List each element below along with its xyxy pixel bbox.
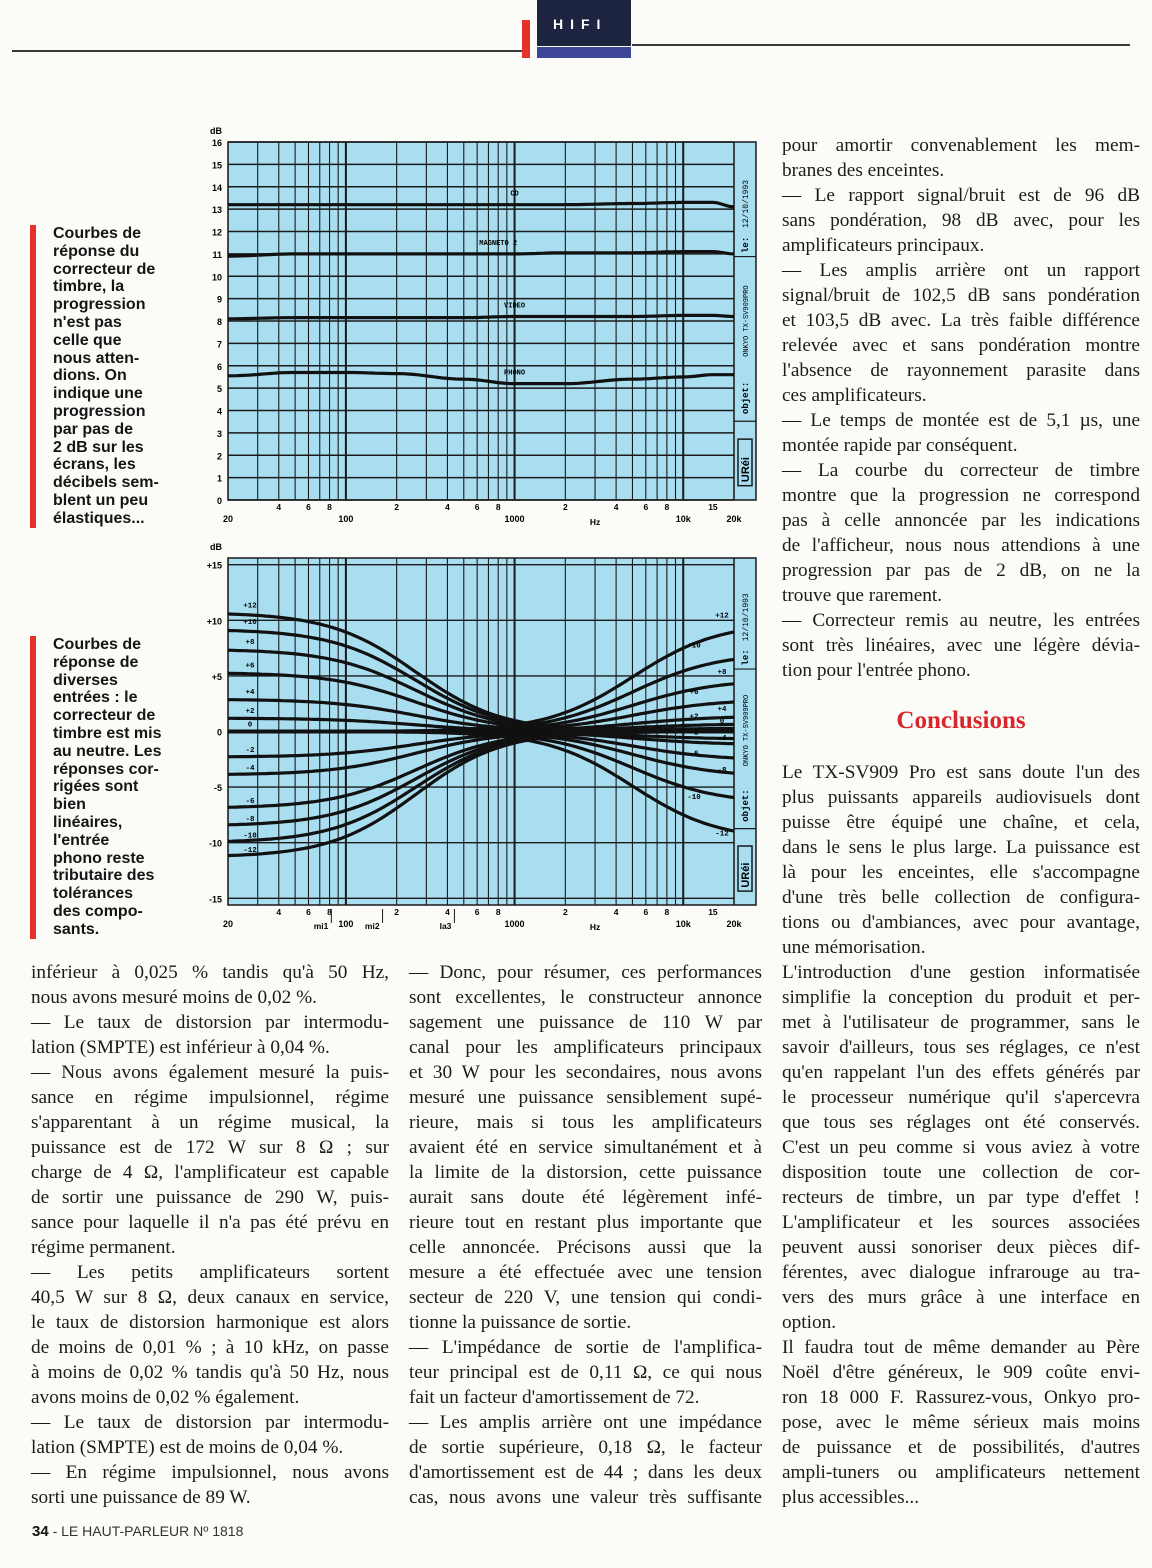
x-tick-label-major: 100: [338, 919, 354, 929]
text-line: de sortir une puissance de 290 W, puis-: [31, 1187, 389, 1208]
section-heading-conclusions: Conclusions: [896, 707, 1026, 734]
bass-curve-label: -12: [243, 847, 257, 856]
text-line: tion pour l'entrée phono.: [782, 660, 971, 681]
x-tick-label-minor: 2: [394, 502, 400, 512]
object-value: ONKYO TX-SV909PRO: [743, 694, 751, 767]
text-line: sorti une puissance de 89 W.: [31, 1487, 251, 1508]
text-line: puisse être équipé une chaîne, et cela,: [782, 812, 1140, 833]
date-label: le:: [741, 236, 751, 253]
bass-curve-label: -2: [245, 747, 255, 756]
treble-curve-label: +10: [687, 642, 701, 651]
text-line: le processeur numérique qu'il s'apercevra: [782, 1087, 1140, 1108]
text-line: sont très linéaires, avec une légère dévia-: [782, 635, 1140, 656]
y-tick-label: 12: [211, 227, 222, 238]
series-label: CD: [510, 190, 519, 199]
text-line: lation (SMPTE) est inférieur à 0,04 %.: [31, 1037, 330, 1058]
article-column-middle: [409, 960, 762, 1510]
text-line: L'amplificateur et les sources associées: [782, 1212, 1140, 1233]
text-line: L'introduction d'une gestion informatisée: [782, 962, 1140, 983]
x-tick-label-major: 20: [222, 919, 234, 929]
object-label: objet:: [741, 789, 751, 822]
treble-curve-label: +8: [717, 669, 727, 678]
text-line: — Le rapport signal/bruit est de 96 dB: [782, 185, 1140, 206]
y-tick-label: 2: [216, 451, 222, 462]
text-line: la limite de la distorsion, cette puissance: [409, 1162, 762, 1183]
caption-line: phono reste: [53, 849, 145, 867]
text-line: ampli-tuners ou amplificateurs nettement: [782, 1462, 1140, 1483]
x-tick-label-major: 1000: [504, 919, 525, 929]
caption-line: par pas de: [53, 420, 134, 438]
text-line: de sortie supérieure, 0,18 Ω, le facteur: [409, 1437, 762, 1458]
text-line: de l'afficheur, nous nous attendions à une: [782, 535, 1140, 556]
text-line: pas à celle annoncée par les indications: [782, 510, 1140, 531]
y-tick-label: 3: [216, 428, 222, 439]
caption-line: n'est pas: [53, 313, 122, 331]
caption-line: entrées : le: [53, 689, 138, 707]
series-label: VIDEO: [504, 302, 526, 311]
text-line: montre que la progression ne correspond: [782, 485, 1140, 506]
y-tick-label: 0: [216, 496, 222, 506]
y-tick-label: 8: [216, 317, 222, 327]
bass-curve-label: -8: [245, 816, 255, 825]
text-line: plus puissants appareils audiovisuels dont: [782, 787, 1140, 808]
bass-curve-label: -6: [245, 798, 255, 807]
bass-curve-label: 0: [247, 721, 253, 730]
y-tick-label: -5: [213, 783, 222, 794]
article-column-right-bottom: [782, 760, 1140, 1510]
figure-caption-2: [30, 636, 203, 939]
text-line: ron 18 000 F. Rassurez-vous, Onkyo pro-: [782, 1387, 1140, 1408]
caption-line: timbre, la: [53, 278, 125, 296]
section-accent-blue: [537, 47, 631, 58]
bass-curve-label: -10: [243, 832, 257, 841]
text-line: montée rapide par conséquent.: [782, 435, 1018, 456]
text-line: — Les amplis arrière ont un rapport: [782, 260, 1140, 281]
object-value: ONKYO TX-SV909PRO: [743, 285, 751, 357]
caption-line: progression: [53, 296, 146, 314]
text-line: régime permanent.: [31, 1237, 176, 1258]
caption-line: nous atten-: [53, 349, 140, 367]
treble-curve-label: +2: [689, 713, 699, 722]
caption-line: élastiques...: [53, 509, 145, 527]
caption-line: timbre est mis: [53, 724, 162, 742]
x-tick-label-minor: 6: [474, 502, 480, 512]
x-tick-label-minor: 8: [664, 502, 670, 512]
text-line: que tous ses réglages ont été conservés.: [782, 1112, 1140, 1133]
caption-line: blent un peu: [53, 491, 149, 509]
treble-curve-label: -12: [715, 830, 729, 839]
date-value: 12/10/1993: [742, 179, 751, 228]
text-line: ces amplificateurs.: [782, 385, 927, 406]
bass-curve-label: -4: [245, 764, 255, 773]
text-line: sance pour laquelle il n'a pas été prévu en: [31, 1212, 389, 1233]
text-line: tionne la puissance de sortie.: [409, 1312, 632, 1333]
text-line: — Nous avons également mesuré la puis-: [31, 1062, 389, 1083]
text-line: peuvent aussi sonoriser deux pièces dif-: [782, 1237, 1140, 1258]
text-line: trouve que rarement.: [782, 585, 943, 606]
x-axis-label: Hz: [589, 517, 601, 527]
x-tick-label-minor: 6: [306, 502, 311, 512]
y-tick-label: 14: [211, 182, 222, 193]
text-line: signal/bruit de 102,5 dB sans pondération: [782, 285, 1140, 306]
y-tick-label: 16: [211, 138, 222, 148]
text-line: branes des enceintes.: [782, 160, 945, 181]
treble-curve-label: +4: [717, 705, 727, 714]
y-tick-label: -10: [208, 838, 222, 849]
x-tick-label-minor: 4: [613, 502, 619, 512]
text-line: et 30 W pour les secondaires, nous avons: [409, 1062, 762, 1083]
text-line: mesuré une puissance sensiblement supé-: [409, 1087, 762, 1108]
header-rule-right: [632, 44, 1130, 46]
note-marker-label: mi2: [364, 921, 380, 931]
x-tick-label-major: 1000: [504, 514, 525, 524]
text-line: — Le taux de distorsion par intermodu-: [31, 1012, 389, 1033]
caption-line: celle que: [53, 331, 122, 349]
caption-line: 2 dB sur les: [53, 438, 144, 456]
text-line: — L'impédance de sortie de l'amplifica-: [409, 1337, 762, 1358]
text-line: teur principal est de 0,11 Ω, ce qui nous: [409, 1362, 762, 1383]
x-tick-label-minor: 6: [306, 907, 311, 917]
header-rule-left: [12, 50, 524, 52]
treble-curve-label: 0: [719, 718, 725, 727]
x-tick-label-minor: 4: [276, 907, 282, 917]
text-line: tions ou d'ambiances, avec pour avantage,: [782, 912, 1140, 933]
y-tick-label: 1: [216, 473, 222, 484]
text-line: avons moins de 0,02 % également.: [31, 1387, 300, 1408]
x-tick-label-minor: 2: [562, 502, 568, 512]
caption-line: tolérances: [53, 885, 134, 903]
text-line: — En régime impulsionnel, nous avons: [31, 1462, 389, 1483]
text-line: relevée avec et sans pondération montre: [782, 335, 1140, 356]
text-line: dans le sens le plus large. La puissance est: [782, 837, 1140, 858]
figure-caption-1: [30, 225, 203, 528]
caption-line: bien: [53, 796, 86, 814]
text-line: l'absence de rayonnement parasite dans: [782, 360, 1140, 381]
text-line: là pour les enceintes, elle s'accompagne: [782, 862, 1140, 883]
text-line: lation (SMPTE) est de moins de 0,04 %.: [31, 1437, 344, 1458]
x-tick-label-minor: 4: [276, 502, 282, 512]
caption-line: correcteur de: [53, 707, 156, 725]
text-line: — Donc, pour résumer, ces performances: [409, 962, 762, 983]
x-tick-label-minor: 8: [327, 502, 332, 512]
text-line: savoir d'ailleurs, tous ses réglages, ce n'est: [782, 1037, 1140, 1058]
caption-line: Courbes de: [53, 225, 142, 242]
text-line: amplificateurs principaux.: [782, 235, 985, 256]
text-line: cas, nous avons une valeur très suffisante: [409, 1487, 762, 1508]
text-line: vers des murs grâce à une interface en: [782, 1287, 1140, 1308]
text-line: aurait sans doute été légèrement infé-: [409, 1187, 762, 1208]
caption-line: réponse de: [53, 653, 139, 671]
caption-line: Courbes de: [53, 636, 142, 653]
x-tick-label-major: 100: [338, 514, 354, 524]
text-line: 40,5 W sur 8 Ω, deux canaux en service,: [31, 1287, 389, 1308]
object-label: objet:: [741, 381, 751, 415]
x-tick-label-minor: 4: [445, 502, 450, 512]
article-column-right-top: [782, 133, 1140, 683]
text-line: pour amortir convenablement les mem-: [782, 135, 1140, 156]
text-line: — Le temps de montée est de 5,1 µs, une: [782, 410, 1140, 431]
treble-curve-label: +12: [715, 612, 729, 621]
y-tick-label: -15: [208, 894, 222, 905]
frequency-response-inputs-chart: [196, 125, 766, 535]
text-line: — Les petits amplificateurs sortent: [31, 1262, 389, 1283]
caption-line: écrans, les: [53, 456, 136, 474]
caption-line: sants.: [53, 920, 100, 938]
caption-line: l'entrée: [53, 831, 110, 849]
treble-curve-label: -6: [689, 750, 699, 759]
caption-line: des compo-: [53, 902, 143, 920]
note-marker-label: la3: [439, 921, 452, 931]
y-tick-label: 5: [216, 384, 222, 395]
section-accent-bar: [522, 20, 530, 58]
note-marker-label: mi1: [313, 921, 329, 931]
text-line: plus accessibles...: [782, 1487, 920, 1508]
publication-name: - LE HAUT-PARLEUR Nº 1818: [48, 1523, 244, 1539]
caption-line: dions. On: [53, 367, 127, 385]
y-tick-label: 4: [216, 406, 222, 417]
text-line: sagement une puissance de 110 W par: [409, 1012, 762, 1033]
text-line: de puissance et de possibilités, d'autres: [782, 1437, 1140, 1458]
series-label: MAGNETO 2: [479, 239, 518, 248]
bass-curve-label: +12: [243, 602, 257, 611]
text-line: puissance est de 172 W sur 8 Ω ; sur: [31, 1137, 389, 1158]
section-label: HIFI: [537, 0, 631, 46]
text-line: une mémorisation.: [782, 937, 926, 958]
text-line: s'apparentant à un régime musical, la: [31, 1112, 389, 1133]
text-line: fait un facteur d'amortissement de 72.: [409, 1387, 700, 1408]
x-tick-label-major: 20k: [726, 514, 742, 524]
caption-line: progression: [53, 402, 146, 420]
y-tick-label: +10: [206, 616, 222, 627]
text-line: Noël d'être généreux, le 909 coûte envi-: [782, 1362, 1140, 1383]
caption-line: au neutre. Les: [53, 742, 162, 760]
y-tick-label: +15: [206, 560, 222, 571]
text-line: d'amortissement est de 44 ; dans les deux: [409, 1462, 762, 1483]
text-line: met à l'utilisateur de programmer, sans le: [782, 1012, 1140, 1033]
page-footer: [32, 1523, 243, 1540]
text-line: qu'en rappelant l'un des effets générés par: [782, 1062, 1140, 1083]
text-line: — Les amplis arrière ont une impédance: [409, 1412, 762, 1433]
x-tick-label-minor: 2: [562, 907, 568, 917]
text-line: sance en régime impulsionnel, régime: [31, 1087, 389, 1108]
x-tick-label-major: 10k: [675, 919, 691, 929]
x-tick-label-minor: 15: [708, 502, 718, 512]
y-tick-label: 11: [212, 249, 222, 260]
ure-logo-text: URéi: [740, 457, 752, 483]
article-column-left: [31, 960, 389, 1510]
text-line: et 103,5 dB avec. La très faible différence: [782, 310, 1140, 331]
y-tick-label: 7: [216, 339, 222, 350]
treble-curve-label: +6: [689, 689, 699, 698]
x-tick-label-minor: 8: [664, 907, 670, 917]
caption-line: rigées sont: [53, 778, 139, 796]
bass-curve-label: +4: [245, 689, 255, 698]
text-line: celle annoncée. Précisons aussi que la: [409, 1237, 762, 1258]
x-tick-label-major: 20k: [726, 919, 742, 929]
y-tick-label: 6: [216, 361, 222, 372]
y-axis-label: dB: [210, 126, 222, 136]
text-line: canal pour les amplificateurs principaux: [409, 1037, 762, 1058]
text-line: simplifie la conception du produit et per-: [782, 987, 1140, 1008]
text-line: pose, avec le même sérieux mais moins: [782, 1412, 1140, 1433]
text-line: à moins de 0,02 % tandis qu'à 50 Hz, nous: [31, 1362, 389, 1383]
x-tick-label-minor: 6: [643, 907, 649, 917]
text-line: charge de 4 Ω, l'amplificateur est capable: [31, 1162, 389, 1183]
caption-line: diverses: [53, 671, 118, 689]
treble-curve-label: -8: [717, 767, 727, 776]
text-line: C'est un peu comme si vous aviez à votre: [782, 1137, 1140, 1158]
bass-curve-label: +10: [243, 619, 257, 628]
x-tick-label-minor: 15: [708, 907, 718, 917]
date-label: le:: [741, 649, 751, 666]
treble-curve-label: -10: [687, 793, 701, 802]
text-line: — Le taux de distorsion par intermodu-: [31, 1412, 389, 1433]
x-tick-label-minor: 4: [445, 907, 450, 917]
text-line: rieure, mais si tous les amplificateurs: [409, 1112, 762, 1133]
text-line: disposition toute une collection de cor-: [782, 1162, 1140, 1183]
treble-curve-label: -2: [689, 729, 699, 738]
treble-curve-label: -4: [717, 734, 727, 743]
ure-logo-text: URéi: [740, 862, 752, 888]
y-tick-label: 10: [211, 272, 222, 283]
text-line: de moins de 0,01 % ; à 10 kHz, on passe: [31, 1337, 389, 1358]
caption-line: réponse du: [53, 242, 140, 260]
caption-line: décibels sem-: [53, 474, 159, 492]
text-line: recteurs de timbre, un par type d'effet !: [782, 1187, 1140, 1208]
y-tick-label: 13: [211, 205, 222, 216]
bass-curve-label: +8: [245, 639, 255, 648]
x-tick-label-minor: 6: [474, 907, 480, 917]
caption-line: réponses cor-: [53, 760, 159, 778]
text-line: sans pondération, 98 dB avec, pour les: [782, 210, 1140, 231]
text-line: secteur de 220 V, une tension qui condi-: [409, 1287, 762, 1308]
text-line: — La courbe du correcteur de timbre: [782, 460, 1140, 481]
text-line: option.: [782, 1312, 837, 1333]
bass-curve-label: +2: [245, 708, 255, 717]
text-line: sont excellentes, le constructeur annonce: [409, 987, 762, 1008]
bass-curve-label: +6: [245, 662, 255, 671]
x-tick-label-minor: 8: [495, 907, 501, 917]
text-line: inférieur à 0,025 % tandis qu'à 50 Hz,: [31, 962, 389, 983]
y-axis-label: dB: [210, 542, 222, 552]
text-line: Le TX-SV909 Pro est sans doute l'un des: [782, 762, 1140, 783]
caption-line: indique une: [53, 385, 143, 403]
x-tick-label-minor: 6: [643, 502, 649, 512]
x-tick-label-minor: 8: [495, 502, 501, 512]
caption-line: linéaires,: [53, 813, 123, 831]
date-value: 12/10/1993: [742, 593, 751, 642]
series-label: PHONO: [504, 369, 526, 378]
x-tick-label-minor: 2: [394, 907, 400, 917]
x-tick-label-minor: 8: [327, 907, 332, 917]
x-tick-label-major: 10k: [675, 514, 691, 524]
tone-control-response-chart: [196, 535, 766, 945]
page-number: 34: [32, 1523, 49, 1540]
caption-line: correcteur de: [53, 260, 156, 278]
y-tick-label: 15: [211, 160, 222, 171]
text-line: d'une très belle collection de configura-: [782, 887, 1140, 908]
text-line: Il faudra tout de même demander au Père: [782, 1337, 1140, 1358]
text-line: rieure tout en restant plus importante que: [409, 1212, 762, 1233]
x-tick-label-minor: 4: [613, 907, 619, 917]
text-line: nous avons mesuré moins de 0,02 %.: [31, 987, 317, 1008]
y-tick-label: 9: [216, 294, 222, 305]
text-line: férentes, avec dialogue infrarouge au tra-: [782, 1262, 1140, 1283]
text-line: mesure a été effectuée avec une tension: [409, 1262, 762, 1283]
text-line: — Correcteur remis au neutre, les entrées: [782, 610, 1140, 631]
y-tick-label: 0: [216, 727, 222, 738]
x-tick-label-major: 20: [222, 514, 234, 524]
text-line: avaient été en service simultanément et à: [409, 1137, 762, 1158]
text-line: progression par pas de 2 dB, on ne la: [782, 560, 1140, 581]
text-line: le taux de distorsion harmonique est alors: [31, 1312, 389, 1333]
caption-line: tributaire des: [53, 867, 155, 885]
x-axis-label: Hz: [589, 922, 601, 932]
y-tick-label: +5: [211, 671, 222, 682]
